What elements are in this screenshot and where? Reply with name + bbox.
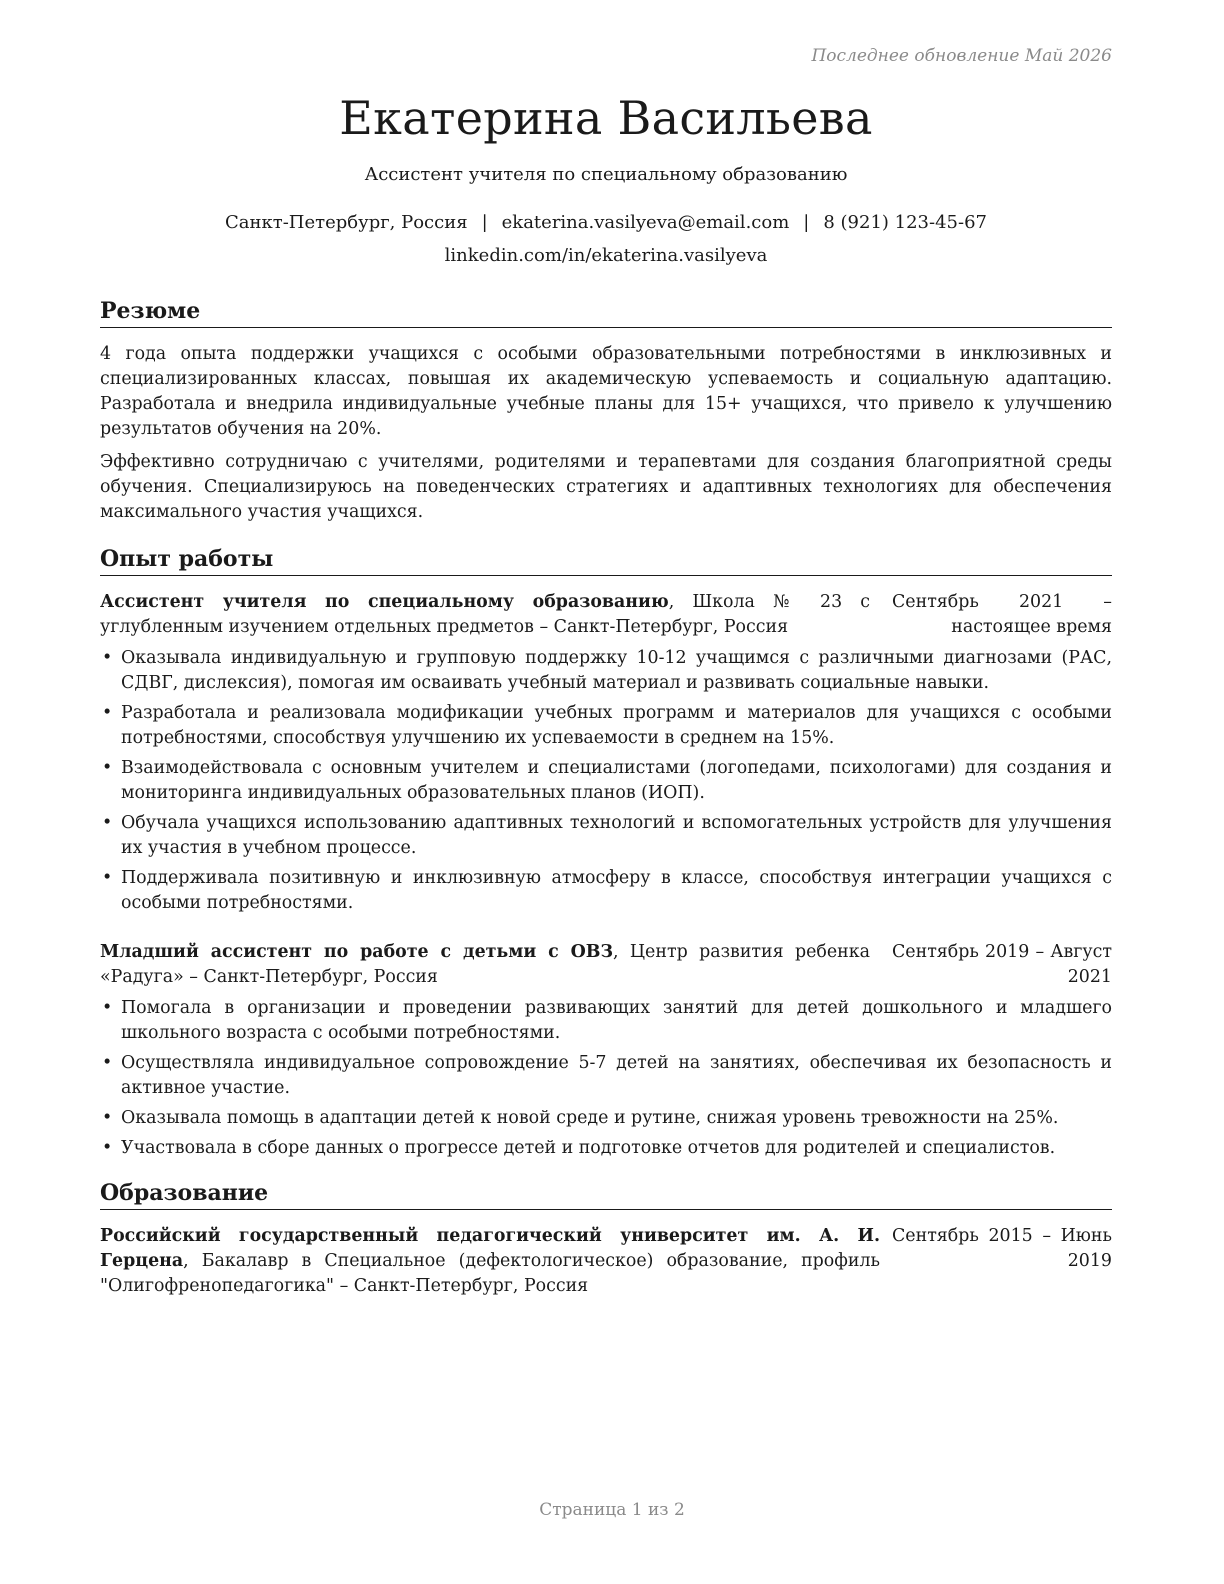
contact-separator: | [481,212,488,233]
experience-heading: Опыт работы [100,545,1112,576]
page-number: Страница 1 из 2 [539,1500,685,1520]
job-organization: , Центр развития ребенка «Радуга» – Санкт-Петербург, Россия [100,942,870,987]
job-position [100,940,870,990]
summary-section [100,297,1112,525]
education-degree: , Бакалавр в Специальное (дефектологическое) образование, профиль "Олигофренопедагогика" – Санкт-Петербург, Россия [100,1251,880,1296]
job-role: Ассистент учителя по специальному образованию [100,592,669,612]
experience-section [100,545,1112,1161]
list-item: • Разработала и реализовала модификации учебных программ и материалов для учащихся с особыми потребностями, способствуя улучшению их успеваемости в среднем на 15%. [100,701,1112,751]
job-bullets [100,646,1112,916]
education-heading: Образование [100,1179,1112,1210]
education-school: Российский государственный педагогический университет им. А. И. Герцена [100,1226,880,1271]
summary-paragraph: Эффективно сотрудничаю с учителями, родителями и терапевтами для создания благоприятной среды обучения. Специализируюсь на поведенческих стратегиях и адаптивных технологиях для обеспечения максимального участия учащихся. [100,452,1112,522]
education-section [100,1179,1112,1299]
job-header [100,590,1112,640]
list-item: • Оказывала помощь в адаптации детей к новой среде и рутине, снижая уровень тревожности на 25%. [100,1106,1112,1131]
job-dates: Сентябрь 2021 – настоящее время [892,592,1112,637]
job-header [100,940,1112,990]
job-dates: Сентябрь 2019 – Август 2021 [892,942,1112,987]
job-position [100,590,870,640]
list-item: • Осуществляла индивидуальное сопровождение 5-7 детей на занятиях, обеспечивая их безопасность и активное участие. [100,1051,1112,1101]
education-details [100,1224,880,1299]
list-item: • Взаимодействовала с основным учителем и специалистами (логопедами, психологами) для создания и мониторинга индивидуальных образовательных планов (ИОП). [100,756,1112,806]
job-organization: , Школа № 23 с углубленным изучением отдельных предметов – Санкт-Петербург, Россия [100,592,870,637]
list-item: • Оказывала индивидуальную и групповую поддержку 10-12 учащимся с различными диагнозами (РАС, СДВГ, дислексия), помогая им осваивать учебный материал и развивать социальные навыки. [100,646,1112,696]
contact-email[interactable]: ekaterina.vasilyeva@email.com [501,212,790,233]
summary-paragraph: 4 года опыта поддержки учащихся с особыми образовательными потребностями в инклюзивных и специализированных классах, повышая их академическую успеваемость и социальную адаптацию. Разработала и внедрила индивидуальные учебные планы для 15+ учащихся, что привело к улучшению результатов обучения на 20%. [100,344,1112,439]
candidate-title: Ассистент учителя по специальному образованию [364,164,848,185]
contact-linkedin[interactable]: linkedin.com/in/ekaterina.vasilyeva [444,245,768,266]
candidate-name: Екатерина Васильева [339,91,873,145]
education-dates: Сентябрь 2015 – Июнь 2019 [892,1226,1112,1271]
last-updated: Последнее обновление Май 2026 [811,46,1112,66]
list-item: • Участвовала в сборе данных о прогрессе детей и подготовке отчетов для родителей и специалистов. [100,1136,1112,1161]
job-bullets [100,996,1112,1161]
list-item: • Помогала в организации и проведении развивающих занятий для детей дошкольного и младшего школьного возраста с особыми потребностями. [100,996,1112,1046]
contact-line [100,210,1112,236]
contact-separator: | [803,212,810,233]
contact-phone: 8 (921) 123-45-67 [823,212,987,233]
summary-heading: Резюме [100,297,1112,328]
contact-location: Санкт-Петербург, Россия [225,212,468,233]
job-role: Младший ассистент по работе с детьми с ОВЗ [100,942,613,962]
list-item: • Поддерживала позитивную и инклюзивную атмосферу в классе, способствуя интеграции учащихся с особыми потребностями. [100,866,1112,916]
job-entry [100,590,1112,916]
education-header [100,1224,1112,1299]
job-entry [100,940,1112,1161]
list-item: • Обучала учащихся использованию адаптивных технологий и вспомогательных устройств для улучшения их участия в учебном процессе. [100,811,1112,861]
education-entry [100,1224,1112,1299]
